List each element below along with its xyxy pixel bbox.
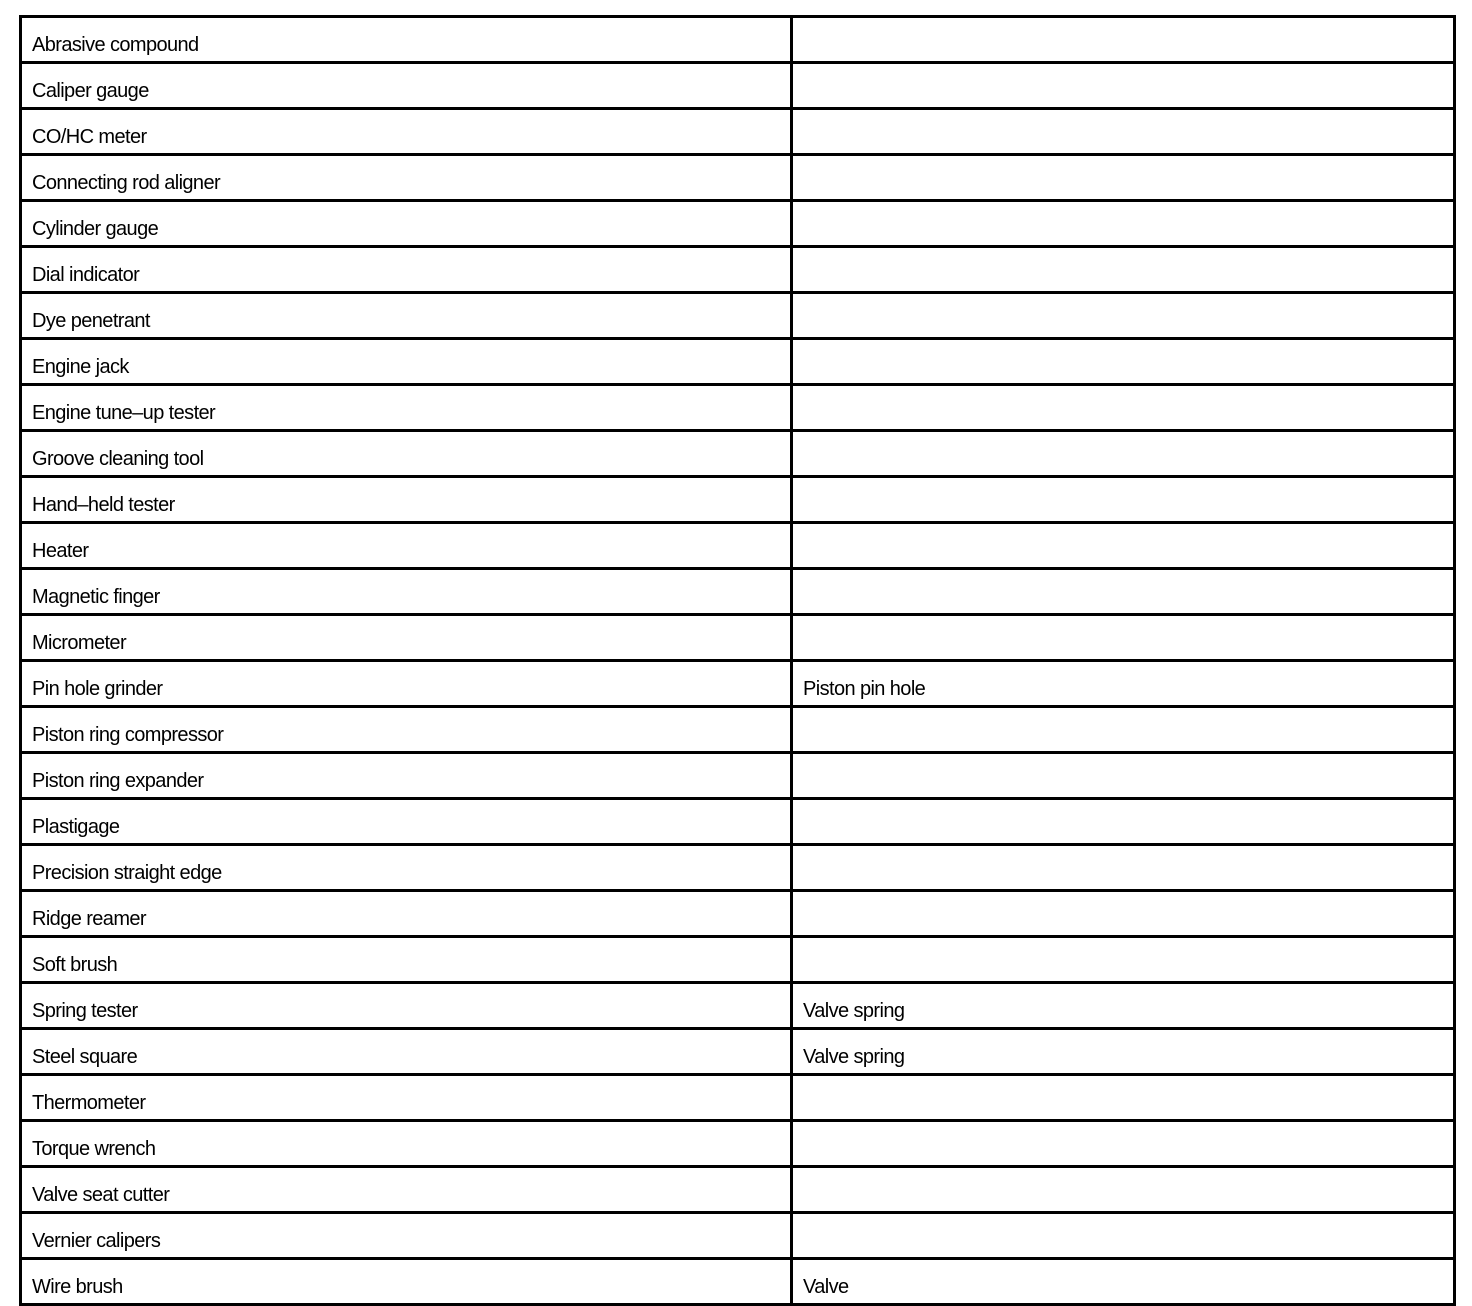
- tool-name-cell: Dial indicator: [21, 247, 792, 293]
- engine-part-cell: [792, 891, 1455, 937]
- tool-name-cell: Micrometer: [21, 615, 792, 661]
- tool-name-cell: Valve seat cutter: [21, 1167, 792, 1213]
- table-row: [21, 1259, 1455, 1305]
- engine-part-cell: [792, 569, 1455, 615]
- engine-part-cell: [792, 339, 1455, 385]
- tool-name-cell: Hand–held tester: [21, 477, 792, 523]
- table-row: [21, 385, 1455, 431]
- engine-part-cell: [792, 1213, 1455, 1259]
- table-row: [21, 109, 1455, 155]
- tool-name-cell: Dye penetrant: [21, 293, 792, 339]
- engine-part-cell: [792, 753, 1455, 799]
- engine-part-cell: [792, 477, 1455, 523]
- engine-part-cell: [792, 1167, 1455, 1213]
- tool-name-cell: Piston ring compressor: [21, 707, 792, 753]
- tool-name-cell: Thermometer: [21, 1075, 792, 1121]
- tool-name-cell: Caliper gauge: [21, 63, 792, 109]
- table-row: [21, 615, 1455, 661]
- engine-part-cell: [792, 1121, 1455, 1167]
- table-row: [21, 477, 1455, 523]
- table-row: [21, 17, 1455, 63]
- tools-table-body: [21, 17, 1455, 1305]
- tool-name-cell: Vernier calipers: [21, 1213, 792, 1259]
- tools-table-container: [19, 15, 1453, 1306]
- tool-name-cell: Spring tester: [21, 983, 792, 1029]
- engine-part-cell: Valve spring: [792, 983, 1455, 1029]
- tool-name-cell: Pin hole grinder: [21, 661, 792, 707]
- tool-name-cell: Connecting rod aligner: [21, 155, 792, 201]
- tool-name-cell: Torque wrench: [21, 1121, 792, 1167]
- engine-part-cell: [792, 385, 1455, 431]
- table-row: [21, 293, 1455, 339]
- engine-part-cell: [792, 247, 1455, 293]
- engine-part-cell: [792, 155, 1455, 201]
- engine-part-cell: [792, 845, 1455, 891]
- table-row: [21, 63, 1455, 109]
- tool-name-cell: Precision straight edge: [21, 845, 792, 891]
- table-row: [21, 937, 1455, 983]
- table-row: [21, 201, 1455, 247]
- table-row: [21, 523, 1455, 569]
- engine-part-cell: [792, 707, 1455, 753]
- engine-part-cell: [792, 523, 1455, 569]
- table-row: [21, 1213, 1455, 1259]
- table-row: [21, 799, 1455, 845]
- engine-part-cell: [792, 431, 1455, 477]
- table-row: [21, 339, 1455, 385]
- table-row: [21, 247, 1455, 293]
- table-row: [21, 431, 1455, 477]
- engine-part-cell: [792, 63, 1455, 109]
- tool-name-cell: CO/HC meter: [21, 109, 792, 155]
- tool-name-cell: Soft brush: [21, 937, 792, 983]
- tool-name-cell: Heater: [21, 523, 792, 569]
- table-row: [21, 707, 1455, 753]
- tool-name-cell: Cylinder gauge: [21, 201, 792, 247]
- table-row: [21, 661, 1455, 707]
- tool-name-cell: Engine jack: [21, 339, 792, 385]
- table-row: [21, 569, 1455, 615]
- table-row: [21, 753, 1455, 799]
- engine-part-cell: [792, 17, 1455, 63]
- tool-name-cell: Engine tune–up tester: [21, 385, 792, 431]
- table-row: [21, 155, 1455, 201]
- tool-name-cell: Steel square: [21, 1029, 792, 1075]
- engine-part-cell: [792, 109, 1455, 155]
- tool-name-cell: Abrasive compound: [21, 17, 792, 63]
- tool-name-cell: Ridge reamer: [21, 891, 792, 937]
- engine-part-cell: [792, 799, 1455, 845]
- engine-part-cell: [792, 1075, 1455, 1121]
- table-row: [21, 983, 1455, 1029]
- tools-table: [19, 15, 1456, 1306]
- engine-part-cell: [792, 201, 1455, 247]
- engine-part-cell: Valve spring: [792, 1029, 1455, 1075]
- tool-name-cell: Wire brush: [21, 1259, 792, 1305]
- engine-part-cell: [792, 937, 1455, 983]
- tool-name-cell: Magnetic finger: [21, 569, 792, 615]
- table-row: [21, 1121, 1455, 1167]
- table-row: [21, 845, 1455, 891]
- tool-name-cell: Groove cleaning tool: [21, 431, 792, 477]
- table-row: [21, 1167, 1455, 1213]
- tool-name-cell: Piston ring expander: [21, 753, 792, 799]
- table-row: [21, 1075, 1455, 1121]
- table-row: [21, 1029, 1455, 1075]
- engine-part-cell: Piston pin hole: [792, 661, 1455, 707]
- tool-name-cell: Plastigage: [21, 799, 792, 845]
- engine-part-cell: [792, 615, 1455, 661]
- table-row: [21, 891, 1455, 937]
- engine-part-cell: [792, 293, 1455, 339]
- engine-part-cell: Valve: [792, 1259, 1455, 1305]
